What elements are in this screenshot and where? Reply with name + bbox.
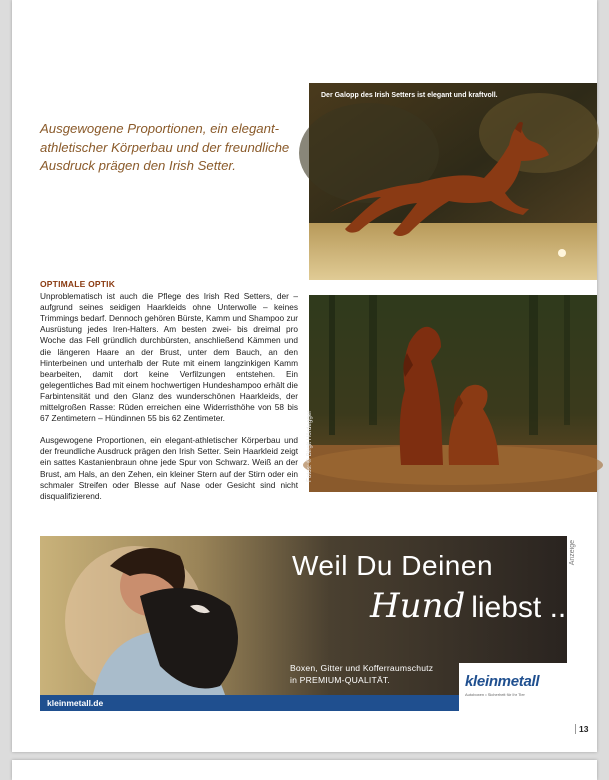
logo-brand: kleinmetall (465, 673, 540, 690)
section-paragraph-1: Unproblematisch ist auch die Pflege des Irish Red Setters, der – aufgrund seines seidigen Haarkleids ohne Unterwolle – keines Trimmings bedarf. Dennoch gehören Bürste, Kamm und Shampoo zur Ausrüstung jedes Iren-Halters. Am besten zwei- bis dreimal pro Woche das Fell gründlich durchbürsten, anschließend Kämmen und die längeren Haare an der Brust, unter dem Bauch, an den Hinterbeinen und unterhalb der Rute mit einem langzinkigen Kamm bearbeiten, damit dort keine Verfilzungen entstehen. Ein gelegentliches Bad mit einem hochwertigen Hundeshampoo erhält die Farbintensität und den Glanz des wunderschönen Haarkleids, der mittelgroßen Rasse: Rüden erreichen eine Widerristhöhe von 58 bis 67 Zentimetern – Hündinnen 55 bis 62 Zentimeter. (40, 291, 298, 424)
kleinmetall-logo[interactable] (459, 663, 567, 711)
photo-caption: Der Galopp des Irish Setters ist elegant und kraftvoll. (321, 92, 498, 99)
ad-headline-2 (370, 586, 575, 626)
ad-headline: Weil Du Deinen (292, 550, 494, 581)
sitting-setters-photo (306, 295, 597, 492)
section-heading: OPTIMALE OPTIK (40, 279, 116, 289)
photo-credit: Fotos: © Birgit Hördegger (306, 410, 313, 482)
ad-tagline (290, 662, 433, 686)
ad-url-link[interactable]: kleinmetall.de (40, 695, 460, 711)
intro-quote: Ausgewogene Proportionen, ein elegant-athletischer Körperbau und der freundliche Ausdruck prägen den Irish Setter. (40, 121, 290, 173)
logo-subtitle: Autoboxen • Sicherheit für Ihr Tier (465, 692, 525, 697)
article-section (40, 279, 298, 513)
ad-headline-script: Hund (370, 586, 466, 626)
galloping-setter-photo (309, 83, 597, 280)
ad-tagline-line-2: in PREMIUM-QUALITÄT. (290, 675, 390, 685)
sitting-setters-image (309, 295, 597, 492)
ad-tagline-line-1: Boxen, Gitter und Kofferraumschutz (290, 663, 434, 673)
magazine-page (12, 0, 597, 752)
galloping-setter-image (309, 83, 597, 280)
ad-headline-rest: liebst ... (471, 591, 575, 624)
ad-label: Anzeige (569, 540, 576, 566)
page-number: 13 (575, 724, 588, 734)
section-paragraph-2: Ausgewogene Proportionen, ein elegant-athletischer Körperbau und der freundliche Ausdruck prägen den Irish Setter. Sein Haarkleid zeigt ein sattes Kastanienbraun ohne jede Spur von Schwarz. Weiß an der Brust, am Hals, an den Zehen, ein kleiner Stern auf der Stirn oder ein schmaler Streifen oder Blesse auf Nase oder Gesicht sind nicht disqualifizierend. (40, 435, 298, 501)
next-page-edge (12, 760, 597, 780)
